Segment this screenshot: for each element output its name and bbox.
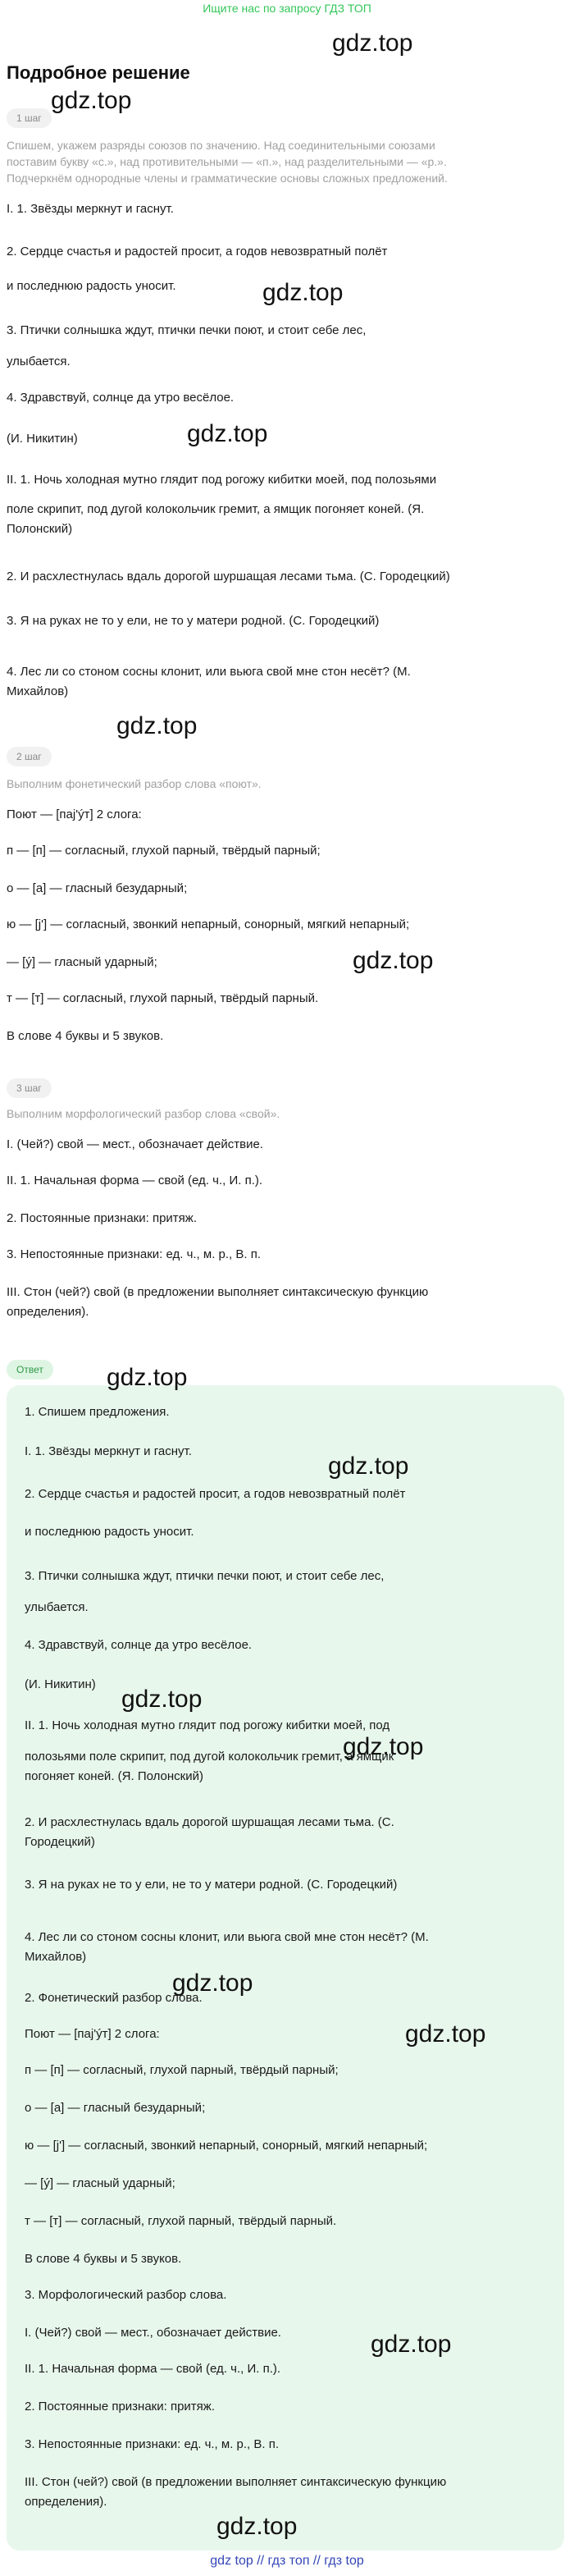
answer-line: 4. Лес ли со стоном сосны клонит, или вьюга свой мне стон несёт? (М.: [25, 1930, 429, 1944]
text-line: (И. Никитин): [7, 432, 78, 446]
watermark: gdz.top: [121, 1686, 203, 1713]
answer-line: погоняет коней. (Я. Полонский): [25, 1769, 203, 1783]
text-line: II. 1. Ночь холодная мутно глядит под рогожу кибитки моей, под полозьями: [7, 473, 437, 487]
page-title: Подробное решение: [7, 62, 190, 83]
answer-line: 2. Постоянные признаки: притяж.: [25, 2400, 215, 2414]
answer-line: (И. Никитин): [25, 1677, 96, 1691]
answer-line: 1. Спишем предложения.: [25, 1405, 170, 1419]
footer-links[interactable]: gdz top // гдз топ // гдз top: [210, 2554, 364, 2568]
watermark: gdz.top: [353, 947, 434, 974]
watermark: gdz.top: [116, 712, 198, 739]
answer-line: т — [т] — согласный, глухой парный, твёрдый парный.: [25, 2214, 337, 2228]
answer-line: 3. Птички солнышка ждут, птички печки поют, и стоит себе лес,: [25, 1569, 385, 1583]
answer-line: III. Стон (чей?) свой (в предложении выполняет синтаксическую функцию: [25, 2475, 447, 2489]
answer-line: II. 1. Ночь холодная мутно глядит под рогожу кибитки моей, под: [25, 1718, 390, 1732]
answer-line: ю — [j'] — согласный, звонкий непарный, сонорный, мягкий непарный;: [25, 2139, 428, 2153]
answer-line: — [ý] — гласный ударный;: [25, 2176, 175, 2190]
watermark: gdz.top: [51, 87, 132, 114]
text-line: III. Стон (чей?) свой (в предложении выполняет синтаксическую функцию: [7, 1285, 429, 1299]
watermark: gdz.top: [343, 1733, 424, 1760]
answer-line: 2. Сердце счастья и радостей просит, а годов невозвратный полёт: [25, 1487, 406, 1501]
watermark: gdz.top: [107, 1364, 188, 1391]
text-line: о — [а] — гласный безударный;: [7, 881, 188, 895]
text-line: I. 1. Звёзды меркнут и гаснут.: [7, 202, 174, 216]
watermark: gdz.top: [371, 2331, 452, 2358]
answer-line: II. 1. Начальная форма — свой (ед. ч., И. п.).: [25, 2362, 281, 2376]
text-line: и последнюю радость уносит.: [7, 279, 176, 293]
answer-line: 4. Здравствуй, солнце да утро весёлое.: [25, 1638, 253, 1652]
step-2-intro: Выполним фонетический разбор слова «поют».: [7, 777, 262, 790]
text-line: улыбается.: [7, 355, 71, 368]
watermark: gdz.top: [216, 2513, 298, 2540]
step-1-badge: 1 шаг: [7, 108, 52, 128]
text-line: 2. Постоянные признаки: притяж.: [7, 1211, 197, 1225]
watermark: gdz.top: [187, 420, 268, 447]
answer-line: и последнюю радость уносит.: [25, 1525, 194, 1539]
text-line: 4. Здравствуй, солнце да утро весёлое.: [7, 391, 235, 405]
text-line: определения).: [7, 1305, 89, 1319]
watermark: gdz.top: [328, 1453, 409, 1480]
step-1-intro: поставим букву «с.», над противительными — «п.», над разделительными — «р.».: [7, 155, 447, 168]
answer-line: о — [а] — гласный безударный;: [25, 2101, 206, 2115]
text-line: II. 1. Начальная форма — свой (ед. ч., И. п.).: [7, 1174, 263, 1187]
watermark: gdz.top: [332, 30, 413, 57]
text-line: В слове 4 буквы и 5 звуков.: [7, 1029, 164, 1043]
text-line: п — [п] — согласный, глухой парный, твёрдый парный;: [7, 844, 321, 858]
text-line: 3. Непостоянные признаки: ед. ч., м. р., В. п.: [7, 1247, 262, 1261]
answer-line: В слове 4 буквы и 5 звуков.: [25, 2252, 182, 2266]
answer-line: п — [п] — согласный, глухой парный, твёрдый парный;: [25, 2063, 339, 2077]
answer-line: 3. Я на руках не то у ели, не то у матери родной. (С. Городецкий): [25, 1878, 398, 1892]
text-line: 2. Сердце счастья и радостей просит, а годов невозвратный полёт: [7, 245, 388, 259]
step-1-intro: Спишем, укажем разряды союзов по значению. Над соединительными союзами: [7, 139, 435, 152]
answer-line: 3. Морфологический разбор слова.: [25, 2288, 227, 2302]
text-line: 4. Лес ли со стоном сосны клонит, или вьюга свой мне стон несёт? (М.: [7, 665, 411, 679]
watermark: gdz.top: [405, 2020, 486, 2048]
answer-line: Михайлов): [25, 1950, 87, 1964]
text-line: Полонский): [7, 522, 73, 536]
text-line: — [ý] — гласный ударный;: [7, 955, 157, 969]
text-line: Михайлов): [7, 684, 69, 698]
step-3-intro: Выполним морфологический разбор слова «свой».: [7, 1107, 280, 1120]
answer-line: улыбается.: [25, 1600, 89, 1614]
answer-badge: Ответ: [7, 1360, 53, 1380]
text-line: поле скрипит, под дугой колокольчик гремит, а ямщик погоняет коней. (Я.: [7, 502, 425, 516]
watermark: gdz.top: [262, 279, 344, 306]
answer-line: Городецкий): [25, 1835, 95, 1849]
step-3-badge: 3 шаг: [7, 1078, 52, 1098]
answer-line: I. (Чей?) свой — мест., обозначает действие.: [25, 2326, 281, 2340]
text-line: I. (Чей?) свой — мест., обозначает действие.: [7, 1137, 263, 1151]
watermark: gdz.top: [172, 1970, 253, 1997]
answer-line: Поют — [пaj'ýт] 2 слога:: [25, 2027, 160, 2041]
text-line: 3. Птички солнышка ждут, птички печки поют, и стоит себе лес,: [7, 323, 367, 337]
search-hint[interactable]: Ищите нас по запросу ГДЗ ТОП: [203, 2, 371, 15]
text-line: т — [т] — согласный, глухой парный, твёрдый парный.: [7, 991, 319, 1005]
step-2-badge: 2 шаг: [7, 747, 52, 766]
answer-line: полозьями поле скрипит, под дугой колокольчик гремит, а ямщик: [25, 1750, 394, 1764]
answer-line: 2. Фонетический разбор слова.: [25, 1991, 203, 2005]
answer-line: I. 1. Звёзды меркнут и гаснут.: [25, 1444, 192, 1458]
answer-line: определения).: [25, 2495, 107, 2509]
step-1-intro: Подчеркнём однородные члены и грамматические основы сложных предложений.: [7, 172, 448, 185]
text-line: ю — [j'] — согласный, звонкий непарный, сонорный, мягкий непарный;: [7, 917, 410, 931]
answer-line: 3. Непостоянные признаки: ед. ч., м. р., В. п.: [25, 2437, 280, 2451]
text-line: 3. Я на руках не то у ели, не то у матери родной. (С. Городецкий): [7, 614, 380, 628]
text-line: Поют — [пaj'ýт] 2 слога:: [7, 808, 142, 821]
text-line: 2. И расхлестнулась вдаль дорогой шуршащая лесами тьма. (С. Городецкий): [7, 570, 450, 583]
answer-line: 2. И расхлестнулась вдаль дорогой шуршащая лесами тьма. (С.: [25, 1815, 394, 1829]
